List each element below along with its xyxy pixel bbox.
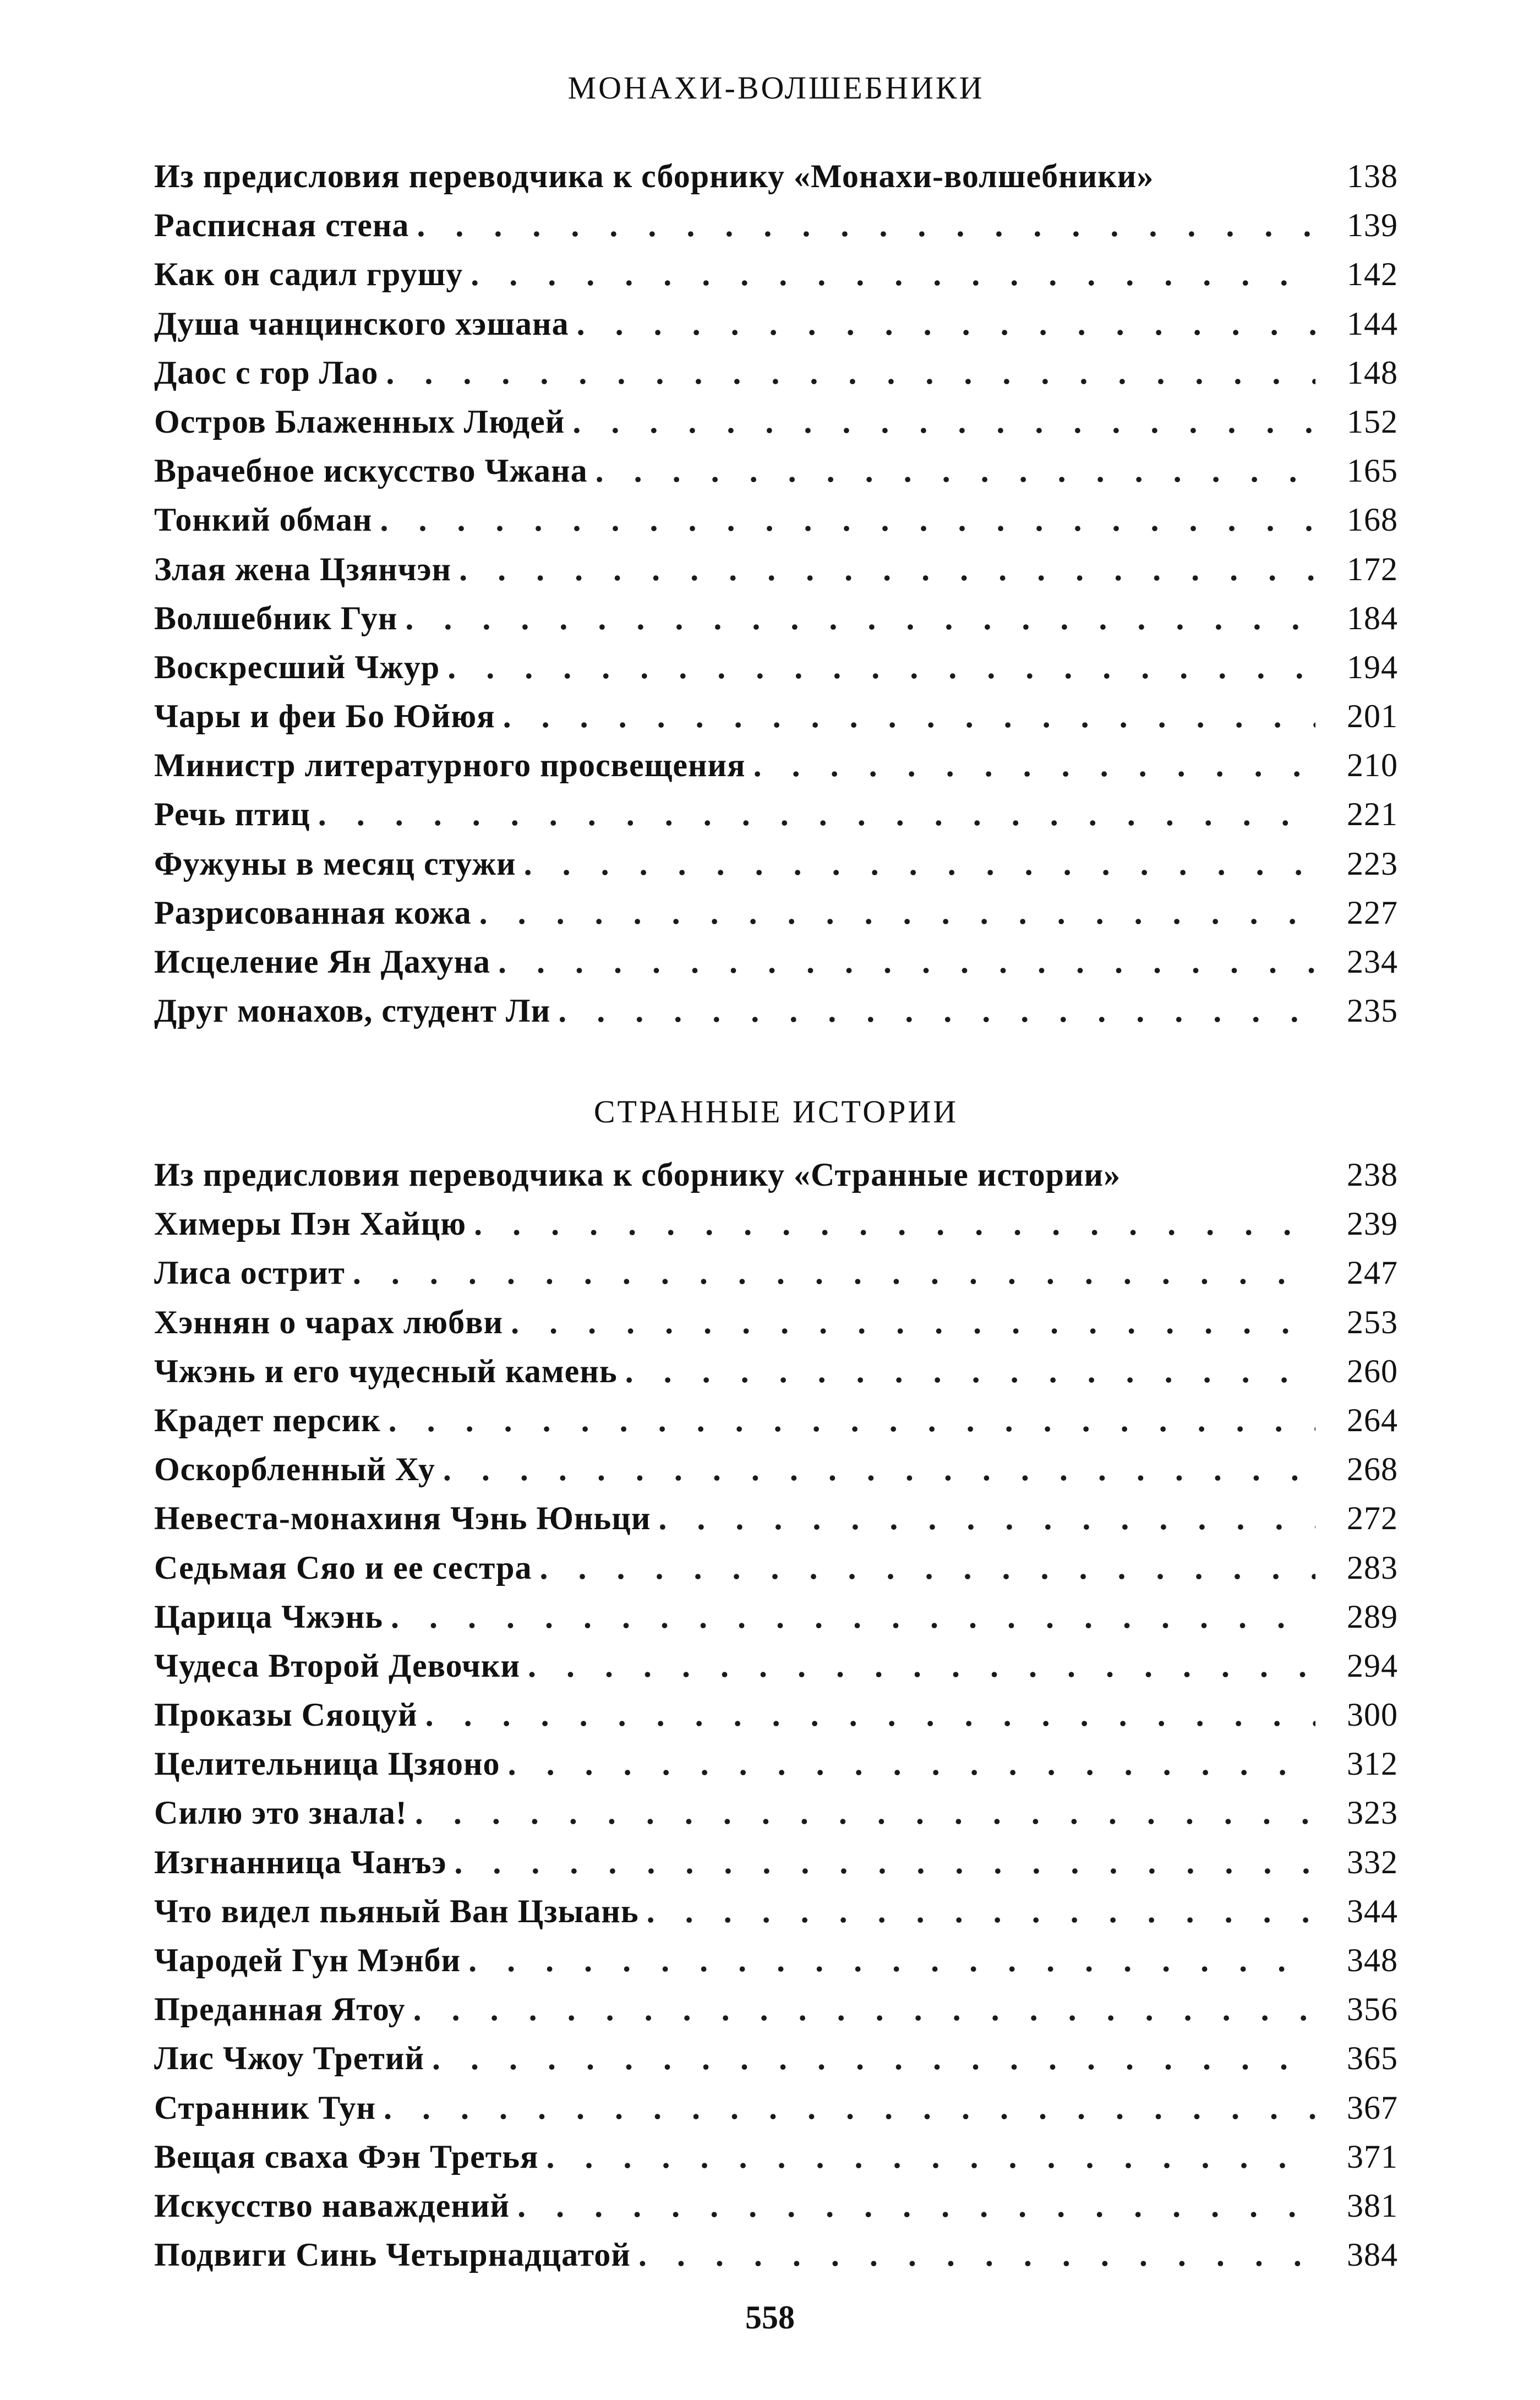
toc-entry bbox=[154, 1543, 1398, 1592]
toc-entry-page-number: 234 bbox=[1347, 943, 1398, 980]
toc-entry bbox=[154, 1298, 1398, 1347]
toc-entry-page-number: 152 bbox=[1347, 403, 1398, 440]
dot-leader bbox=[625, 1347, 1315, 1396]
dot-leader bbox=[753, 741, 1315, 790]
toc-entry-title: Врачебное искусство Чжана bbox=[154, 452, 588, 489]
toc-entry bbox=[154, 839, 1398, 888]
toc-entry-title: Преданная Ятоу bbox=[154, 1991, 406, 2028]
dot-leader bbox=[572, 397, 1315, 446]
toc-entry-title: Чудеса Второй Девочки bbox=[154, 1647, 521, 1684]
toc-entry bbox=[154, 1248, 1398, 1297]
dot-leader bbox=[405, 594, 1315, 643]
dot-leader bbox=[384, 2083, 1315, 2132]
toc-entry-title: Разрисованная кожа bbox=[154, 894, 472, 931]
toc-entry-page-number: 260 bbox=[1347, 1352, 1398, 1389]
dot-leader bbox=[432, 2034, 1315, 2083]
toc-entry-page-number: 312 bbox=[1347, 1746, 1398, 1782]
toc-entry-page-number: 365 bbox=[1347, 2040, 1398, 2077]
dot-leader bbox=[389, 1396, 1315, 1445]
toc-entry-title: Воскресший Чжур bbox=[154, 648, 440, 685]
toc-entry-title: Химеры Пэн Хайцю bbox=[154, 1206, 467, 1242]
toc-entry-title: Душа чанцинского хэшана bbox=[154, 305, 569, 342]
dot-leader bbox=[503, 692, 1315, 741]
toc-entry bbox=[154, 2181, 1398, 2230]
toc-entry bbox=[154, 1150, 1398, 1199]
dot-leader bbox=[546, 2132, 1315, 2181]
toc-entry bbox=[154, 1887, 1398, 1936]
toc-entry-title: Изгнанница Чанъэ bbox=[154, 1843, 447, 1880]
toc-entry bbox=[154, 1936, 1398, 1985]
toc-entry-title: Лис Чжоу Третий bbox=[154, 2040, 425, 2077]
toc-entry bbox=[154, 1347, 1398, 1396]
toc-entry-title: Целительница Цзяоно bbox=[154, 1746, 500, 1782]
dot-leader bbox=[468, 1936, 1315, 1985]
toc-entry-page-number: 172 bbox=[1347, 550, 1398, 587]
toc-entry-page-number: 289 bbox=[1347, 1598, 1398, 1635]
toc-entry-title: Вещая сваха Фэн Третья bbox=[154, 2138, 539, 2175]
toc-entry bbox=[154, 1690, 1398, 1739]
toc-entry bbox=[154, 201, 1398, 250]
toc-list-monks bbox=[154, 152, 1398, 1035]
toc-entry bbox=[154, 1494, 1398, 1543]
dot-leader bbox=[415, 1788, 1315, 1837]
toc-entry bbox=[154, 986, 1398, 1035]
toc-entry-page-number: 323 bbox=[1347, 1794, 1398, 1831]
toc-entry-page-number: 367 bbox=[1347, 2089, 1398, 2126]
toc-entry-title: Царица Чжэнь bbox=[154, 1598, 383, 1635]
toc-entry-title: Чародей Гун Мэнби bbox=[154, 1942, 461, 1978]
toc-entry-title: Волшебник Гун bbox=[154, 599, 398, 636]
toc-entry bbox=[154, 1199, 1398, 1248]
toc-entry bbox=[154, 2034, 1398, 2083]
toc-entry-title: Расписная стена bbox=[154, 207, 409, 244]
dot-leader bbox=[524, 839, 1315, 888]
toc-entry-page-number: 142 bbox=[1347, 256, 1398, 293]
toc-entry-title: Хэннян о чарах любви bbox=[154, 1303, 504, 1340]
toc-entry-title: Министр литературного просвещения bbox=[154, 747, 746, 784]
toc-entry bbox=[154, 937, 1398, 986]
dot-leader bbox=[471, 250, 1315, 299]
toc-entry-title: Из предисловия переводчика к сборнику «Странные истории» bbox=[154, 1157, 1121, 1193]
toc-entry-title: Крадет персик bbox=[154, 1401, 381, 1438]
toc-entry-page-number: 148 bbox=[1347, 354, 1398, 391]
toc-entry-title: Друг монахов, студент Ли bbox=[154, 992, 551, 1029]
toc-entry bbox=[154, 692, 1398, 741]
toc-entry-title: Проказы Сяоцуй bbox=[154, 1697, 418, 1733]
toc-entry bbox=[154, 397, 1398, 446]
toc-entry-title: Невеста-монахиня Чэнь Юньци bbox=[154, 1500, 651, 1537]
toc-entry-title: Фужуны в месяц стужи bbox=[154, 845, 516, 882]
toc-entry bbox=[154, 495, 1398, 544]
toc-entry-title: Лиса острит bbox=[154, 1254, 345, 1291]
toc-entry-page-number: 356 bbox=[1347, 1991, 1398, 2028]
toc-entry-page-number: 210 bbox=[1347, 747, 1398, 784]
toc-entry-page-number: 223 bbox=[1347, 845, 1398, 882]
toc-entry-page-number: 272 bbox=[1347, 1500, 1398, 1537]
dot-leader bbox=[391, 1592, 1315, 1641]
toc-entry-page-number: 283 bbox=[1347, 1549, 1398, 1586]
toc-entry bbox=[154, 1396, 1398, 1445]
toc-entry-title: Оскорбленный Ху bbox=[154, 1451, 435, 1488]
dot-leader bbox=[353, 1248, 1315, 1297]
dot-leader bbox=[596, 446, 1315, 495]
toc-entry-page-number: 344 bbox=[1347, 1892, 1398, 1929]
toc-entry bbox=[154, 741, 1398, 790]
toc-entry-title: Странник Тун bbox=[154, 2089, 376, 2126]
toc-entry bbox=[154, 888, 1398, 937]
dot-leader bbox=[517, 2181, 1315, 2230]
toc-entry-page-number: 381 bbox=[1347, 2187, 1398, 2224]
toc-entry-page-number: 294 bbox=[1347, 1647, 1398, 1684]
toc-entry bbox=[154, 790, 1398, 839]
dot-leader bbox=[498, 937, 1315, 986]
toc-entry-title: Даос с гор Лао bbox=[154, 354, 379, 391]
dot-leader bbox=[380, 495, 1315, 544]
toc-entry-page-number: 139 bbox=[1347, 207, 1398, 244]
dot-leader bbox=[638, 2230, 1315, 2279]
page-number: 558 bbox=[745, 2299, 795, 2336]
dot-leader bbox=[318, 790, 1315, 839]
toc-entry-title: Тонкий обман bbox=[154, 501, 373, 538]
toc-entry-title: Чжэнь и его чудесный камень bbox=[154, 1352, 618, 1389]
toc-entry bbox=[154, 2230, 1398, 2279]
toc-entry bbox=[154, 2132, 1398, 2181]
toc-entry-title: Как он садил грушу bbox=[154, 256, 463, 293]
toc-entry bbox=[154, 1445, 1398, 1494]
toc-entry-page-number: 238 bbox=[1347, 1157, 1398, 1193]
dot-leader bbox=[474, 1199, 1315, 1248]
toc-entry-title: Речь птиц bbox=[154, 796, 310, 833]
section-heading-strange-stories: СТРАННЫЕ ИСТОРИИ bbox=[593, 1094, 959, 1130]
toc-entry-page-number: 201 bbox=[1347, 698, 1398, 735]
toc-entry-title: Из предисловия переводчика к сборнику «Монахи-волшебники» bbox=[154, 158, 1154, 194]
toc-list-strange-stories bbox=[154, 1150, 1398, 2279]
toc-entry-title: Злая жена Цзянчэн bbox=[154, 550, 452, 587]
toc-entry-page-number: 264 bbox=[1347, 1401, 1398, 1438]
dot-leader bbox=[508, 1739, 1315, 1788]
dot-leader bbox=[647, 1887, 1315, 1936]
dot-leader bbox=[413, 1985, 1315, 2034]
toc-entry-title: Силю это знала! bbox=[154, 1794, 407, 1831]
toc-entry bbox=[154, 1985, 1398, 2034]
toc-entry-page-number: 348 bbox=[1347, 1942, 1398, 1978]
dot-leader bbox=[658, 1494, 1315, 1543]
toc-entry-page-number: 138 bbox=[1347, 158, 1398, 194]
toc-entry bbox=[154, 594, 1398, 643]
toc-entry-page-number: 268 bbox=[1347, 1451, 1398, 1488]
toc-entry-page-number: 221 bbox=[1347, 796, 1398, 833]
toc-entry-title: Что видел пьяный Ван Цзыань bbox=[154, 1892, 639, 1929]
dot-leader bbox=[511, 1298, 1315, 1347]
toc-entry bbox=[154, 1739, 1398, 1788]
toc-entry-page-number: 235 bbox=[1347, 992, 1398, 1029]
toc-entry bbox=[154, 1641, 1398, 1690]
section-heading-monks: МОНАХИ-ВОЛШЕБНИКИ bbox=[567, 70, 985, 106]
toc-entry bbox=[154, 299, 1398, 348]
dot-leader bbox=[454, 1838, 1315, 1887]
dot-leader bbox=[558, 986, 1315, 1035]
dot-leader bbox=[528, 1641, 1315, 1690]
toc-entry-page-number: 239 bbox=[1347, 1206, 1398, 1242]
dot-leader bbox=[447, 643, 1315, 692]
toc-entry bbox=[154, 1838, 1398, 1887]
toc-entry-page-number: 184 bbox=[1347, 599, 1398, 636]
dot-leader bbox=[443, 1445, 1315, 1494]
dot-leader bbox=[425, 1690, 1315, 1739]
toc-entry-page-number: 371 bbox=[1347, 2138, 1398, 2175]
dot-leader bbox=[417, 201, 1315, 250]
dot-leader bbox=[479, 888, 1315, 937]
toc-entry bbox=[154, 152, 1398, 201]
toc-entry bbox=[154, 545, 1398, 594]
toc-entry-title: Чары и феи Бо Юйюя bbox=[154, 698, 495, 735]
dot-leader bbox=[386, 348, 1315, 397]
dot-leader bbox=[539, 1543, 1315, 1592]
toc-entry-title: Остров Блаженных Людей bbox=[154, 403, 565, 440]
toc-entry-title: Седьмая Сяо и ее сестра bbox=[154, 1549, 532, 1586]
toc-entry-title: Исцеление Ян Дахуна bbox=[154, 943, 491, 980]
toc-entry bbox=[154, 348, 1398, 397]
toc-entry-page-number: 165 bbox=[1347, 452, 1398, 489]
toc-entry-page-number: 332 bbox=[1347, 1843, 1398, 1880]
toc-entry bbox=[154, 446, 1398, 495]
toc-entry-page-number: 300 bbox=[1347, 1697, 1398, 1733]
toc-entry bbox=[154, 1592, 1398, 1641]
toc-entry-title: Искусство наваждений bbox=[154, 2187, 510, 2224]
toc-entry bbox=[154, 2083, 1398, 2132]
toc-entry-page-number: 168 bbox=[1347, 501, 1398, 538]
toc-entry-page-number: 253 bbox=[1347, 1303, 1398, 1340]
toc-entry-page-number: 384 bbox=[1347, 2237, 1398, 2273]
toc-entry bbox=[154, 643, 1398, 692]
toc-entry-page-number: 194 bbox=[1347, 648, 1398, 685]
toc-entry-page-number: 144 bbox=[1347, 305, 1398, 342]
dot-leader bbox=[459, 545, 1315, 594]
toc-entry-title: Подвиги Синь Четырнадцатой bbox=[154, 2237, 631, 2273]
toc-entry-page-number: 247 bbox=[1347, 1254, 1398, 1291]
toc-entry bbox=[154, 250, 1398, 299]
toc-entry-page-number: 227 bbox=[1347, 894, 1398, 931]
dot-leader bbox=[577, 299, 1315, 348]
toc-entry bbox=[154, 1788, 1398, 1837]
